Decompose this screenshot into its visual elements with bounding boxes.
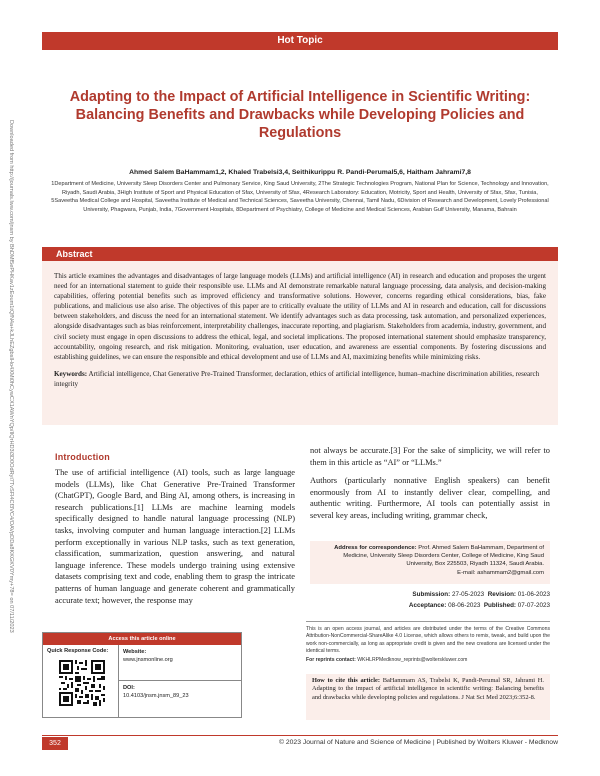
keywords-text: Artificial intelligence, Chat Generative Pre-Trained Transformer, declaration, ethics of artificial intelligence, human–machine discrimination abilities, research integrity — [54, 369, 540, 388]
submission-date: 27-05-2023 — [451, 591, 485, 598]
acceptance-date: 08-06-2023 — [448, 602, 481, 610]
right-column — [310, 445, 550, 522]
abstract-heading: Abstract — [42, 247, 558, 261]
abstract-box — [42, 261, 558, 425]
correspondence-label: Address for correspondence: — [334, 545, 417, 551]
website-row — [119, 645, 241, 681]
introduction-heading: Introduction — [55, 452, 110, 462]
reprints-email[interactable]: WKHLRPMedknow_reprints@wolterskluwer.com — [357, 657, 468, 663]
acceptance-label: Acceptance: — [408, 602, 447, 610]
intro-paragraph-left: The use of artificial intelligence (AI) tools, such as large language models (LLMs), like Chat Generative Pre-Trained Transformer (ChatGPT), Google Bard, and Bing AI, among others, is increasing in research publications.[1] LLMs are machine learning models specifically designed to handle natural language processing (NLP) tasks, involving computer and human language interaction.[2] LLMs perform exceptionally in various NLP tasks, such as text generation, classification, summarization, question answering, and natural language inference. These models undergo training using extensive datasets comprising text and code, enabling them to grasp the intricate patterns of human language and generate coherent and grammatically accurate text; however, the response may — [55, 468, 295, 605]
intro-paragraph-right-1: not always be accurate.[3] For the sake of simplicity, we will refer to them in this article as “AI” or “LLMs.” — [310, 446, 550, 467]
correspondence-email[interactable]: E-mail: ashammam2@gmail.com — [457, 569, 544, 576]
doi-label: DOI: — [123, 685, 135, 691]
access-online-box — [42, 632, 242, 718]
website-link[interactable]: www.jnsmonline.org — [123, 657, 173, 663]
author-affiliations: 1Department of Medicine, University Sleep Disorders Center and Pulmonary Service, King Saud University, 2The Strategic Technologies Program, National Plan for Science, Technology and Innovation, Riyadh, Saudi Arabia, 3High Institute of Sport and Physical Education of Sfax, University of Sfax, 4Research Laboratory: Education, Motricity, Sport and Health, University of Sfax, Sfax, Tunisia, 5Saveetha Medical College and Hospital, Saveetha Institute of Medical and Technical Sciences, Saveetha University, Chennai, Tamil Nadu, 6Division of Research and Development, Lovely Professional University, Phagwara, Punjab, India, 7Government Hospitals, 8Department of Psychiatry, College of Medicine and Medical Sciences, Arabian Gulf University, Manama, Bahrain — [51, 181, 549, 213]
article-authors: Ahmed Salem BaHammam1,2, Khaled Trabelsi3,4, Seithikurippu R. Pandi-Perumal5,6, Haitham Jahrami7,8 — [129, 169, 471, 176]
page-number: 352 — [42, 737, 68, 750]
published-label: Published: — [483, 602, 517, 610]
how-to-cite-box — [306, 674, 550, 720]
revision-label: Revision: — [487, 591, 517, 598]
footer-copyright: © 2023 Journal of Nature and Science of Medicine | Published by Wolters Kluwer - Medknow — [278, 739, 558, 746]
submission-label: Submission: — [412, 591, 451, 598]
published-date: 07-07-2023 — [517, 602, 550, 610]
qr-panel — [43, 645, 119, 718]
revision-date: 01-06-2023 — [517, 591, 550, 598]
reprints-label: For reprints contact: — [306, 657, 356, 663]
article-title: Adapting to the Impact of Artificial Intelligence in Scientific Writing: Balancing Benefits and Drawbacks while Developing Policies and Regulations — [69, 89, 531, 141]
watermark-text: Downloaded from http://journals.lww.com/jnsm by BhDMf5ePHKav1zEoum1tQfN4a+kJLhEZgbsIHo4XMi0hCywCX1AWnYQp/IlQrHD3i3D0OdRyi7TvSFl4Cf3VC4/OAVpDDa8KKGKV0Ymy+78= on 07/11/2023 — [8, 120, 14, 633]
footer-divider — [42, 735, 558, 736]
access-heading: Access this article online — [43, 633, 241, 645]
intro-paragraph-right-2: Authors (particularly nonnative English speakers) can benefit enormously from AI to instantly deliver clear, compelling, and authentic writing. Furthermore, AI tools can potentially assist in several key areas, including writing, grammar check, — [310, 476, 550, 520]
hot-topic-banner: Hot Topic — [42, 32, 558, 50]
how-to-cite-label: How to cite this article: — [312, 677, 380, 684]
license-text: This is an open access journal, and articles are distributed under the terms of the Creative Commons Attribution-NonCommercial-ShareAlike 4.0 License, which allows others to remix, tweak, and build upon the work non-commercially, as long as appropriate credit is given and the new creations are licensed under the identical terms. — [306, 621, 550, 656]
download-watermark — [2, 120, 16, 680]
keywords-label: Keywords: — [54, 369, 88, 378]
doi-row — [119, 681, 241, 717]
article-dates — [310, 589, 550, 611]
doi-link[interactable]: 10.4103/jnsm.jnsm_89_23 — [123, 693, 189, 699]
qr-label: Quick Response Code: — [47, 648, 109, 654]
access-details — [119, 645, 241, 718]
keywords — [54, 369, 546, 389]
left-column — [55, 445, 295, 606]
abstract-text: This article examines the advantages and disadvantages of large language models (LLMs) and artificial intelligence (AI) in research and education and proposes the urgent need for an international statement to guide their responsible use. LLMs and AI demonstrate remarkable natural language processing, data analysis, and decision-making capabilities, offering potential benefits such as improved efficiency and transformative solutions. However, concerns regarding ethical considerations, bias, fake publications, and malicious use also arise. The objectives of this paper are to critically evaluate the utility of LLMs and AI in research and education, call for discussions between stakeholders, and discuss the need for an international statement. We identify advantages such as data processing, task automation, and personalized experiences, alongside disadvantages such as bias reinforcement, interpretability challenges, inaccurate reporting, and plagiarism. Stakeholders from academia, industry, government, and civil society must engage in open discussions to address the ethical, legal, and societal implications. The proposed international statement should emphasize transparency, accountability, ongoing research, and risk mitigation. Monitoring, evaluation, user education, and awareness are essential components. By fostering discussions and establishing guidelines, we can ensure the responsible and ethical development and use of LLMs and AI, maximizing benefits while minimizing risks. — [54, 272, 546, 361]
qr-code-icon[interactable] — [59, 660, 105, 706]
correspondence-text: Prof. Ahmed Salem BaHammam, Department of Medicine, University Sleep Disorders Center, College of Medicine, King Saud University, Box 225503, Riyadh 11324, Saudi Arabia. — [343, 545, 544, 568]
how-to-cite-text: BaHammam AS, Trabelsi K, Pandi-Perumal SR, Jahrami H. Adapting to the impact of artificial intelligence in scientific writing: Balancing benefits and drawbacks while developing policies and regulations. J Nat Sci Med 2023;6:352-8. — [312, 677, 544, 701]
correspondence-box — [310, 541, 550, 584]
reprints-line — [306, 657, 550, 663]
website-label: Website: — [123, 649, 147, 655]
